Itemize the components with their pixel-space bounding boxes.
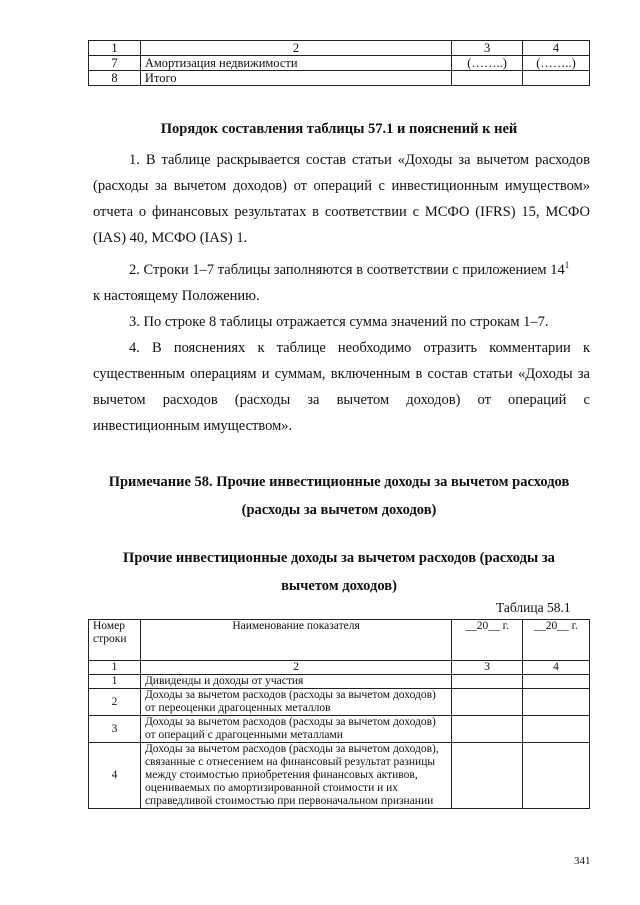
row-number: 8 xyxy=(89,71,141,86)
index-cell: 3 xyxy=(452,661,523,675)
header-cell: 2 xyxy=(140,41,451,56)
footnote-marker: 1 xyxy=(564,260,570,271)
row-number: 4 xyxy=(89,743,141,809)
table-title-line2: вычетом доходов) xyxy=(281,578,397,594)
paragraph-2 xyxy=(93,257,590,309)
paragraph-text: 2. Строки 1–7 таблицы заполняются в соответствии с приложением 14 xyxy=(129,262,565,278)
row-value xyxy=(452,71,523,86)
paragraph-text: 3. По строке 8 таблицы отражается сумма значений по строкам 1–7. xyxy=(129,314,549,330)
row-value xyxy=(523,689,590,716)
table-row xyxy=(89,71,590,86)
header-cell: 4 xyxy=(523,41,590,56)
row-value xyxy=(523,743,590,809)
table-row xyxy=(89,56,590,71)
header-cell: 3 xyxy=(452,41,523,56)
table-header-row xyxy=(89,620,590,661)
table-row xyxy=(89,743,590,809)
row-value xyxy=(452,675,523,689)
row-name: Доходы за вычетом расходов (расходы за вычетом доходов), связанные с отнесением на финансовый результат разницы между стоимостью приобретения финансовых активов, оцениваемых по амортизированной стоимости и их справедливой стоимостью при первоначальном признании xyxy=(140,743,451,809)
index-cell: 4 xyxy=(523,661,590,675)
table-label: Таблица 58.1 xyxy=(496,600,571,615)
row-number: 2 xyxy=(89,689,141,716)
header-row-number: Номер строки xyxy=(89,620,141,661)
paragraph-text: 4. В пояснениях к таблице необходимо отразить комментарии к существенным операциям и суммам, включенным в состав статьи «Доходы за вычетом расходов (расходы за вычетом доходов) от операций с инвестиционным имуществом». xyxy=(93,340,590,434)
paragraph-4 xyxy=(93,335,590,439)
table-58-1 xyxy=(88,619,590,809)
header-date-1: __20__ г. xyxy=(452,620,523,661)
table-header-row xyxy=(89,41,590,56)
paragraph-text-continued: к настоящему Положению. xyxy=(93,288,260,304)
row-value xyxy=(452,743,523,809)
table-58-1-title xyxy=(88,544,590,600)
row-name: Дивиденды и доходы от участия xyxy=(140,675,451,689)
header-date-2: __20__ г. xyxy=(523,620,590,661)
row-number: 3 xyxy=(89,716,141,743)
index-cell: 1 xyxy=(89,661,141,675)
row-value xyxy=(452,716,523,743)
paragraph-3 xyxy=(93,309,590,335)
page-number: 341 xyxy=(574,855,591,867)
row-name: Амортизация недвижимости xyxy=(140,56,451,71)
note-58-heading-line1: Примечание 58. Прочие инвестиционные доходы за вычетом расходов xyxy=(108,474,570,490)
row-value: (……..) xyxy=(452,56,523,71)
table-row xyxy=(89,689,590,716)
row-value xyxy=(452,689,523,716)
row-name: Итого xyxy=(140,71,451,86)
table-title-line1: Прочие инвестиционные доходы за вычетом расходов (расходы за xyxy=(123,550,555,566)
paragraph-1 xyxy=(93,147,590,251)
table-row xyxy=(89,675,590,689)
row-value xyxy=(523,675,590,689)
row-value xyxy=(523,71,590,86)
section-heading-57-1: Порядок составления таблицы 57.1 и пояснений к ней xyxy=(160,121,518,137)
header-indicator-name: Наименование показателя xyxy=(140,620,451,661)
index-cell: 2 xyxy=(140,661,451,675)
note-58-heading-line2: (расходы за вычетом доходов) xyxy=(241,502,437,518)
header-cell: 1 xyxy=(89,41,141,56)
row-number: 7 xyxy=(89,56,141,71)
row-name: Доходы за вычетом расходов (расходы за вычетом доходов) от операций с драгоценными металлами xyxy=(140,716,451,743)
note-58-heading xyxy=(88,468,590,524)
table-index-row xyxy=(89,661,590,675)
row-name: Доходы за вычетом расходов (расходы за вычетом доходов) от переоценки драгоценных металлов xyxy=(140,689,451,716)
table-57-1-fragment xyxy=(88,40,590,86)
row-number: 1 xyxy=(89,675,141,689)
row-value xyxy=(523,716,590,743)
row-value: (……..) xyxy=(523,56,590,71)
table-row xyxy=(89,716,590,743)
paragraph-text: 1. В таблице раскрывается состав статьи «Доходы за вычетом расходов (расходы за вычетом доходов) от операций с инвестиционным имуществом» отчета о финансовых результатах в соответствии с МСФО (IFRS) 15, МСФО (IAS) 40, МСФО (IAS) 1. xyxy=(93,152,590,246)
